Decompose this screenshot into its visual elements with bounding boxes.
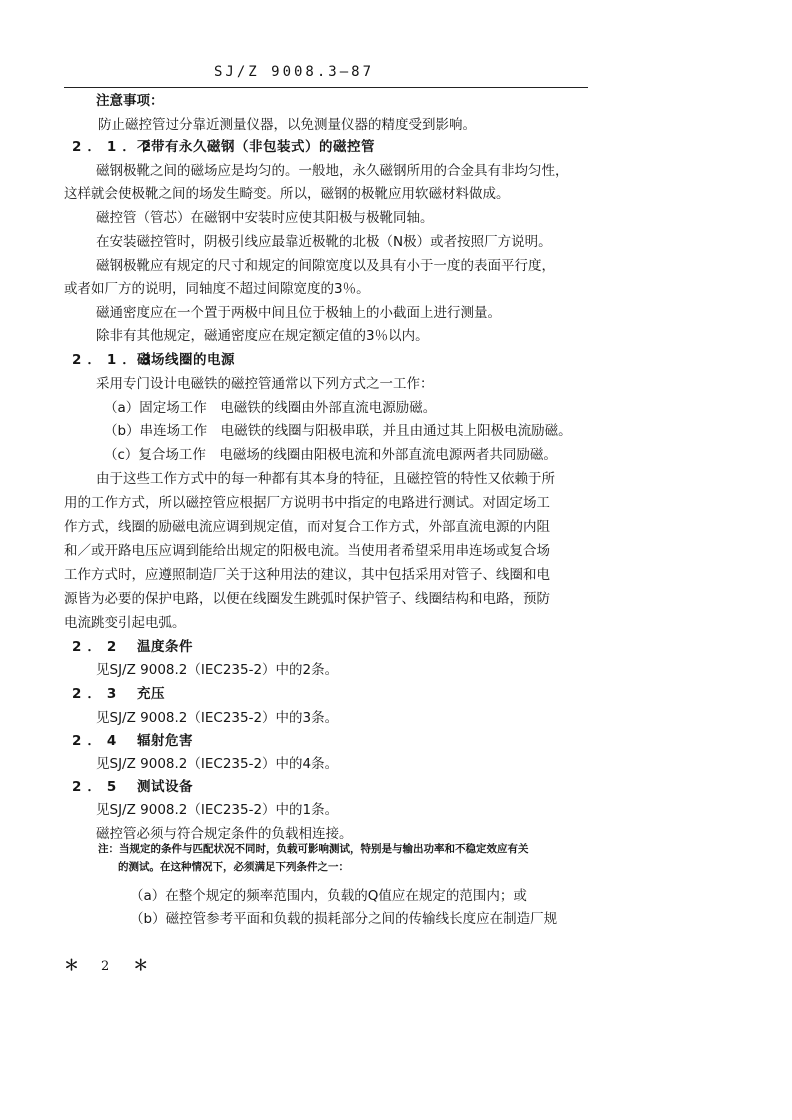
section-title: 充压 xyxy=(137,686,165,702)
section-heading-2-3 xyxy=(72,685,165,703)
reference-line: 见SJ/Z 9008.2（IEC235-2）中的2条。 xyxy=(96,662,339,678)
paragraph-line: 除非有其他规定，磁通密度应在规定额定值的3％以内。 xyxy=(96,328,429,344)
paragraph-line: 磁控管必须与符合规定条件的负载相连接。 xyxy=(96,826,353,842)
paragraph-line: 由于这些工作方式中的每一种都有其本身的特征，且磁控管的特性又依赖于所 xyxy=(96,471,555,487)
reference-line: 见SJ/Z 9008.2（IEC235-2）中的4条。 xyxy=(96,756,339,772)
section-title: 辐射危害 xyxy=(137,733,193,749)
page-number: 2 xyxy=(101,959,110,974)
paragraph-line: 这样就会使极靴之间的场发生畸变。所以，磁钢的极靴应用软磁材料做成。 xyxy=(64,186,510,202)
header-rule xyxy=(64,87,588,88)
paragraph-line: 磁控管（管芯）在磁钢中安装时应使其阳极与极靴同轴。 xyxy=(96,210,434,226)
paragraph-line: 在安装磁控管时，阴极引线应最靠近极靴的北极（N极）或者按照厂方说明。 xyxy=(96,234,552,250)
document-header: SJ/Z 9008.3—87 xyxy=(214,64,375,80)
section-title: 测试设备 xyxy=(137,779,193,795)
notice-heading: 注意事项： xyxy=(96,93,164,109)
footer-mark: ＊ xyxy=(133,956,149,974)
paragraph-line: 电流跳变引起电弧。 xyxy=(64,615,186,631)
section-title: 温度条件 xyxy=(137,639,193,655)
section-number: 2．3 xyxy=(72,686,123,702)
page-footer xyxy=(64,954,148,975)
section-heading-2-5 xyxy=(72,778,193,796)
paragraph-line: 磁钢极靴应有规定的尺寸和规定的间隙宽度以及具有小于一度的表面平行度， xyxy=(96,258,555,274)
paragraph-line: 用的工作方式，所以磁控管应根据厂方说明书中指定的电路进行测试。对固定场工 xyxy=(64,495,550,511)
list-item-b: （b）串连场工作 电磁铁的线圈与阳极串联，并且由通过其上阳极电流励磁。 xyxy=(104,423,572,439)
paragraph-line: 工作方式时，应遵照制造厂关于这种用法的建议，其中包括采用对管子、线圈和电 xyxy=(64,567,550,583)
section-number: 2．1．2 xyxy=(72,139,158,155)
note-line: 注：当规定的条件与匹配状况不同时，负载可影响测试，特别是与输出功率和不稳定效应有关 xyxy=(98,843,529,855)
reference-line: 见SJ/Z 9008.2（IEC235-2）中的1条。 xyxy=(96,802,339,818)
section-number: 2．2 xyxy=(72,639,123,655)
footer-mark: ＊ xyxy=(64,956,80,974)
list-item-b: （b）磁控管参考平面和负载的损耗部分之间的传输线长度应在制造厂规 xyxy=(130,911,558,927)
list-item-a: （a）固定场工作 电磁铁的线圈由外部直流电源励磁。 xyxy=(104,400,437,416)
paragraph-line: 和／或开路电压应调到能给出规定的阳极电流。当使用者希望采用串连场或复合场 xyxy=(64,543,550,559)
paragraph-line: 采用专门设计电磁铁的磁控管通常以下列方式之一工作： xyxy=(96,376,434,392)
paragraph-line: 磁钢极靴之间的磁场应是均匀的。一般地，永久磁钢所用的合金具有非均匀性， xyxy=(96,163,569,179)
paragraph-line: 作方式，线圈的励磁电流应调到规定值，而对复合工作方式，外部直流电源的内阻 xyxy=(64,519,550,535)
section-heading-2-4 xyxy=(72,732,193,750)
paragraph-line: 或者如厂方的说明，同轴度不超过间隙宽度的3％。 xyxy=(64,281,370,297)
list-item-c: （c）复合场工作 电磁场的线圈由阳极电流和外部直流电源两者共同励磁。 xyxy=(104,447,557,463)
section-title: 磁场线圈的电源 xyxy=(137,352,235,368)
paragraph-line: 磁通密度应在一个置于两极中间且位于极轴上的小截面上进行测量。 xyxy=(96,305,501,321)
paragraph-line: 源皆为必要的保护电路，以便在线圈发生跳弧时保护管子、线圈结构和电路，预防 xyxy=(64,591,550,607)
list-item-a: （a）在整个规定的频率范围内，负载的Q值应在规定的范围内；或 xyxy=(130,888,527,904)
section-heading-2-1-2 xyxy=(72,138,375,156)
section-heading-2-2 xyxy=(72,638,193,656)
paragraph-line: 防止磁控管过分靠近测量仪器，以免测量仪器的精度受到影响。 xyxy=(98,117,476,133)
section-number: 2．4 xyxy=(72,733,123,749)
reference-line: 见SJ/Z 9008.2（IEC235-2）中的3条。 xyxy=(96,710,339,726)
section-heading-2-1-3 xyxy=(72,351,235,369)
note-line: 的测试。在这种情况下，必须满足下列条件之一： xyxy=(118,861,349,873)
section-number: 2．5 xyxy=(72,779,123,795)
section-title: 不带有永久磁钢（非包装式）的磁控管 xyxy=(137,139,375,155)
section-number: 2．1．3 xyxy=(72,352,158,368)
